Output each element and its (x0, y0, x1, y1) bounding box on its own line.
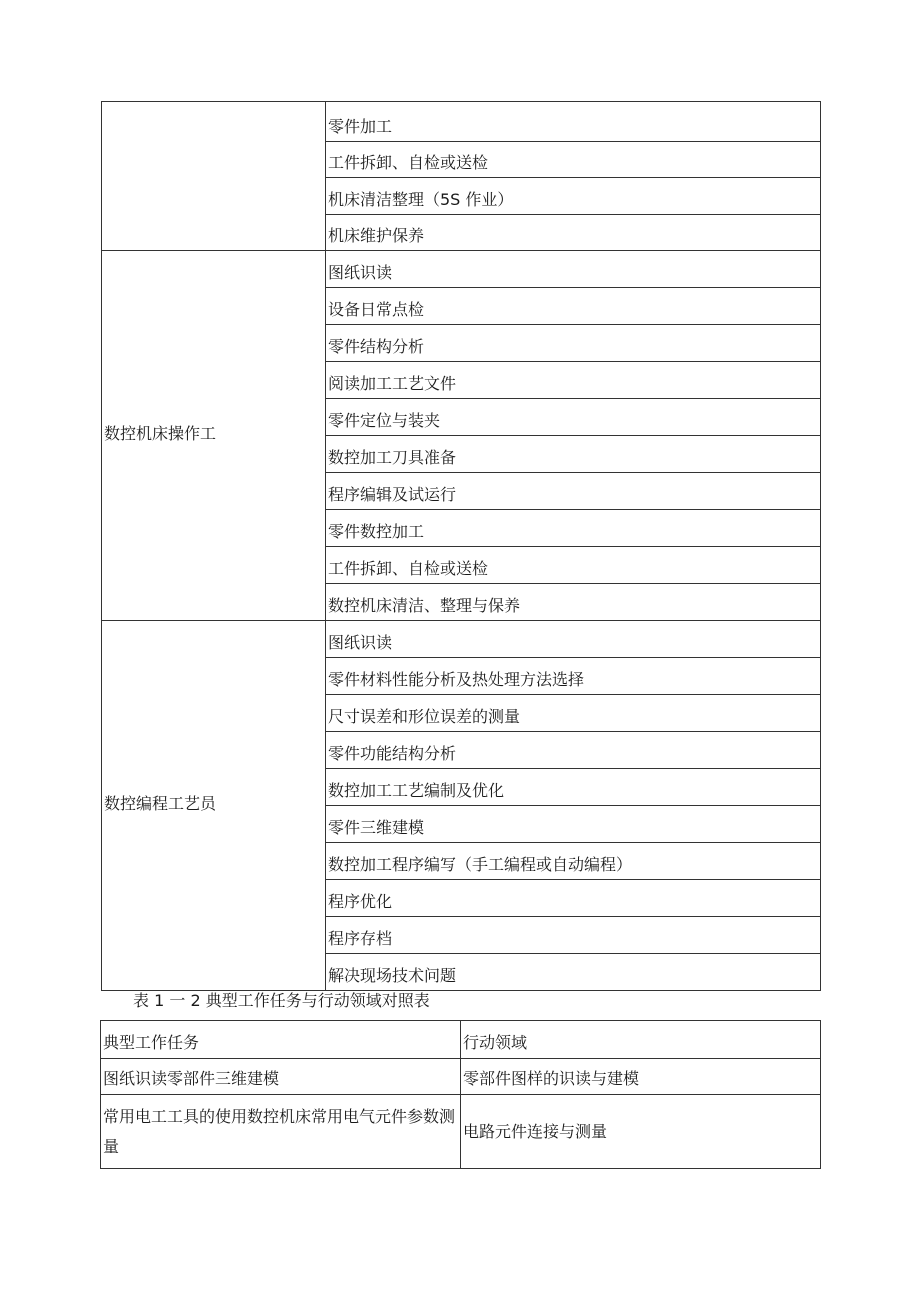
task-cell: 工件拆卸、自检或送检 (326, 547, 821, 584)
task-cell: 数控加工程序编写（手工编程或自动编程） (326, 843, 821, 880)
task-cell: 程序编辑及试运行 (326, 473, 821, 510)
task-cell: 零件定位与装夹 (326, 399, 821, 436)
task-cell: 机床清洁整理（5S 作业） (326, 178, 821, 215)
task-cell: 零件结构分析 (326, 325, 821, 362)
task-cell: 数控加工刀具准备 (326, 436, 821, 473)
task-cell: 阅读加工工艺文件 (326, 362, 821, 399)
header-domain: 行动领域 (461, 1021, 821, 1059)
task-cell: 图纸识读 (326, 251, 821, 288)
table-row (101, 1095, 821, 1169)
task-cell: 常用电工工具的使用数控机床常用电气元件参数测量 (101, 1095, 461, 1169)
task-cell: 零件材料性能分析及热处理方法选择 (326, 658, 821, 695)
role-task-table (101, 101, 821, 991)
domain-cell: 零部件图样的识读与建模 (461, 1059, 821, 1095)
table-header-row (101, 1021, 821, 1059)
table-row (102, 102, 821, 142)
role-cell: 数控机床操作工 (102, 251, 326, 621)
task-cell: 图纸识读 (326, 621, 821, 658)
task-cell: 工件拆卸、自检或送检 (326, 142, 821, 178)
header-task: 典型工作任务 (101, 1021, 461, 1059)
task-cell: 设备日常点检 (326, 288, 821, 325)
task-cell: 尺寸误差和形位误差的测量 (326, 695, 821, 732)
task-cell: 解决现场技术问题 (326, 954, 821, 991)
table-caption: 表 1 一 2 典型工作任务与行动领域对照表 (133, 991, 430, 1010)
role-cell: 数控编程工艺员 (102, 621, 326, 991)
task-cell: 零件功能结构分析 (326, 732, 821, 769)
table-row (102, 621, 821, 658)
task-domain-table (100, 1020, 821, 1169)
task-cell: 程序存档 (326, 917, 821, 954)
task-cell: 数控机床清洁、整理与保养 (326, 584, 821, 621)
task-cell: 零件加工 (326, 102, 821, 142)
task-cell: 零件数控加工 (326, 510, 821, 547)
task-cell: 图纸识读零部件三维建模 (101, 1059, 461, 1095)
table-row (102, 251, 821, 288)
domain-cell: 电路元件连接与测量 (461, 1095, 821, 1169)
task-cell: 数控加工工艺编制及优化 (326, 769, 821, 806)
task-cell: 程序优化 (326, 880, 821, 917)
role-cell (102, 102, 326, 251)
task-cell: 零件三维建模 (326, 806, 821, 843)
table-row (101, 1059, 821, 1095)
task-cell: 机床维护保养 (326, 215, 821, 251)
